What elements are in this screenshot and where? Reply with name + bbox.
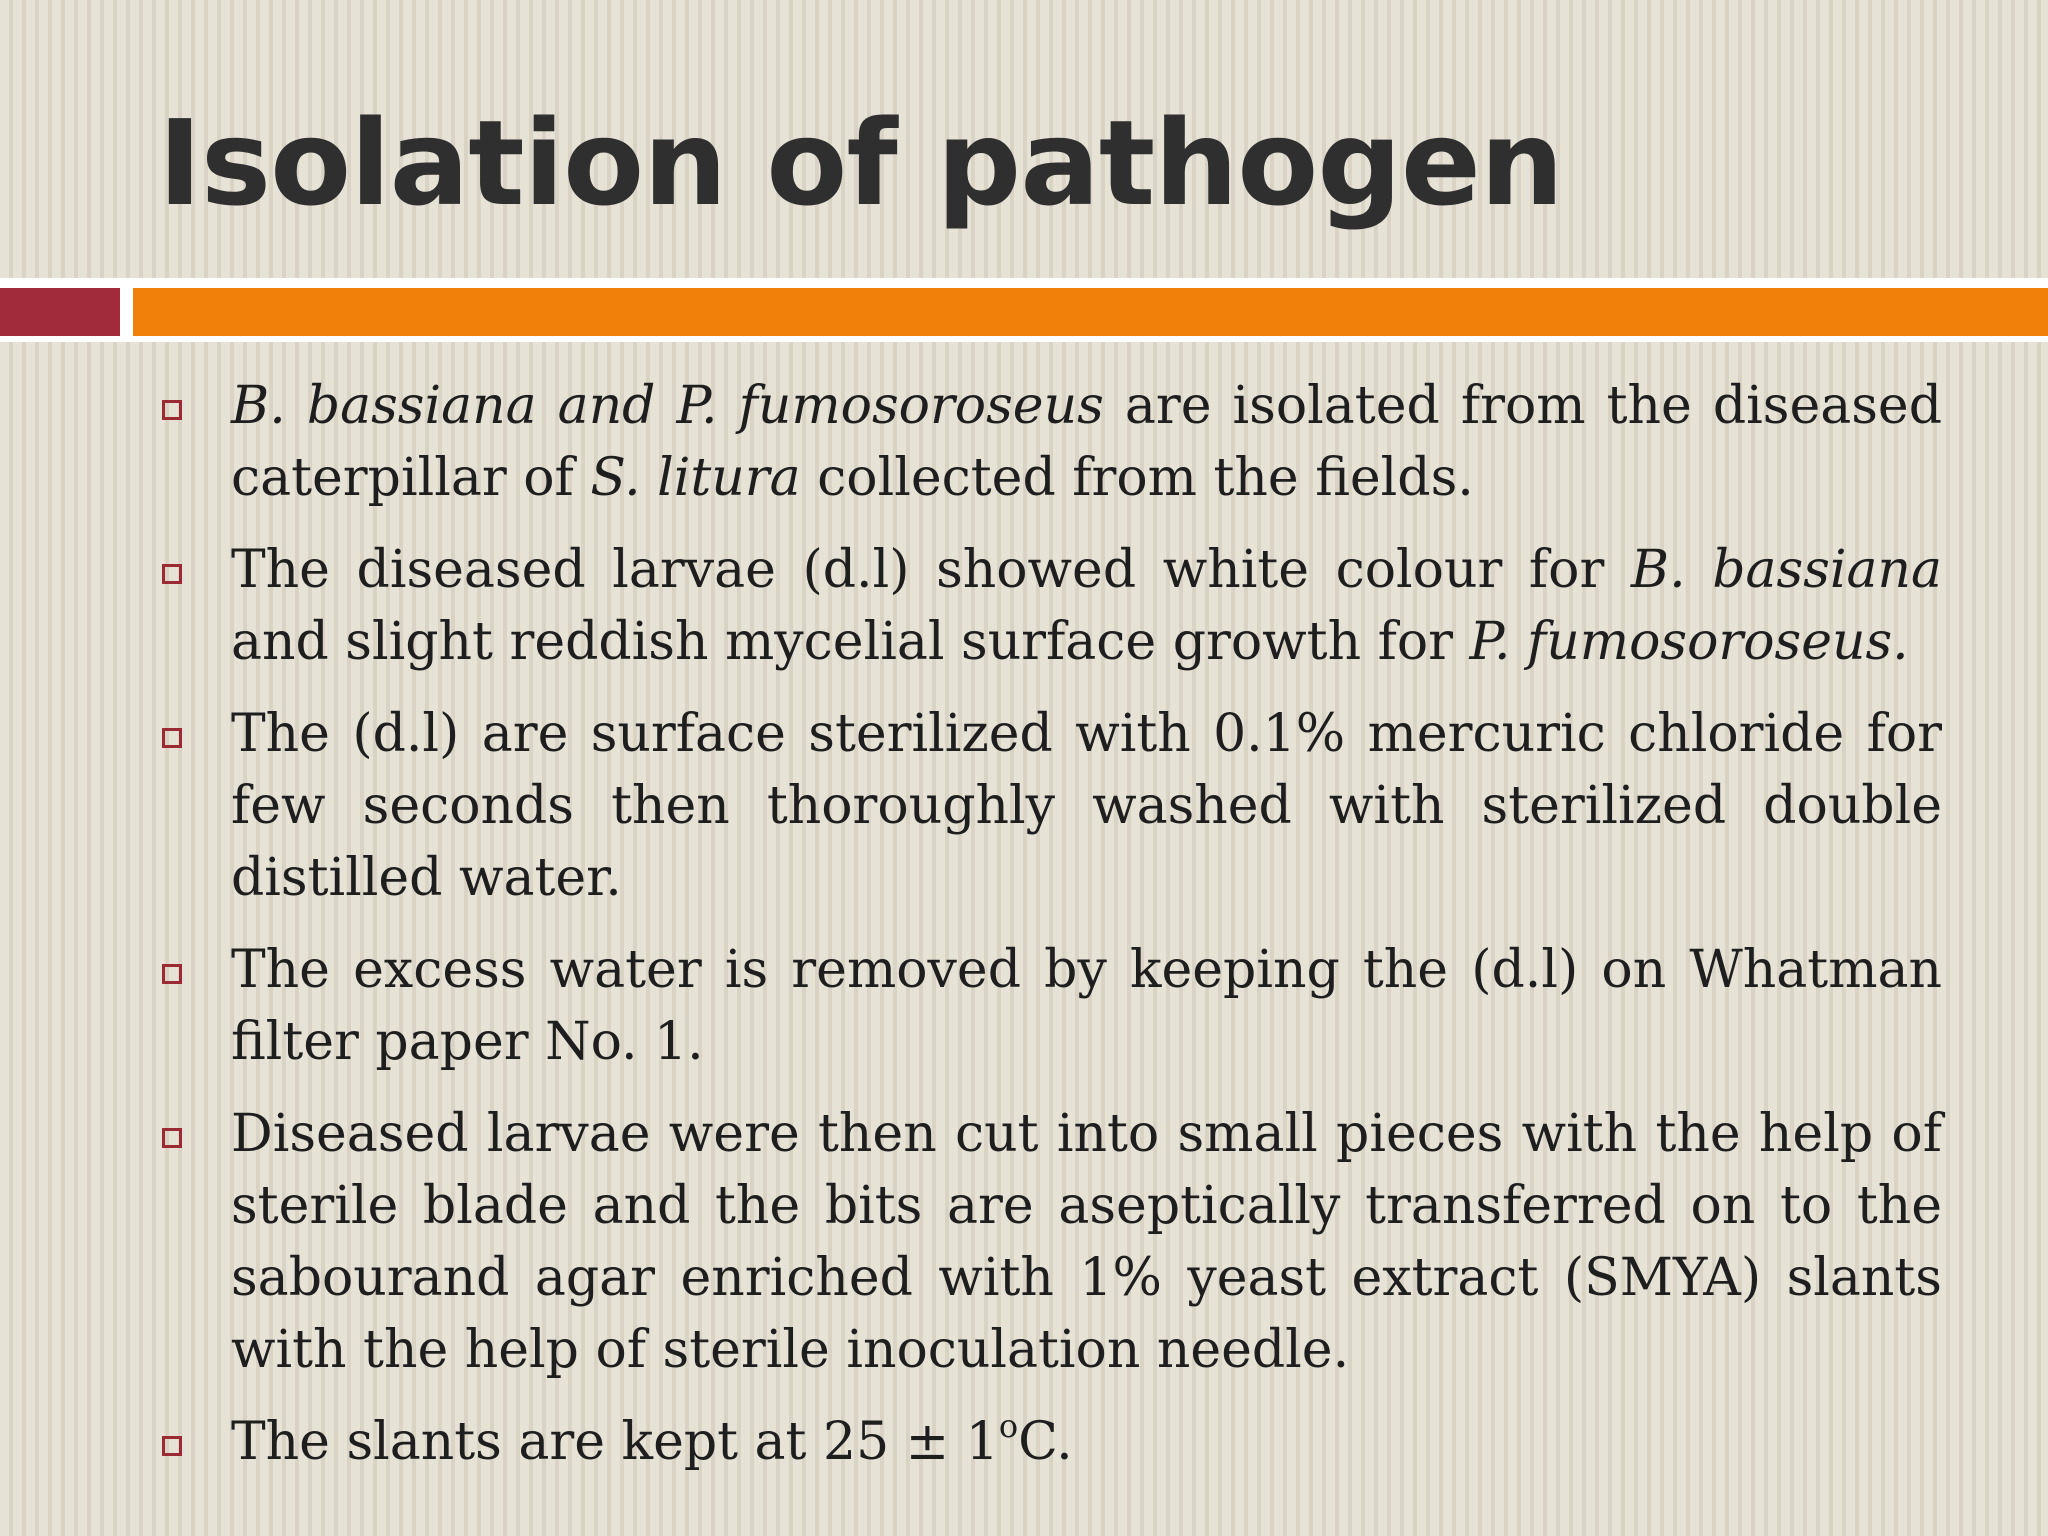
bullet-text: C.: [1018, 1412, 1073, 1472]
bullet-text: The (d.l) are surface sterilized with 0.1% mercuric chloride for few seconds then thoroughly washed with sterilized double distilled water.: [231, 704, 1942, 908]
bullet-item-5: [154, 1098, 1942, 1386]
bullet-item-4: [154, 934, 1942, 1078]
square-bullet-icon: [162, 1436, 182, 1456]
bullet-text: The excess water is removed by keeping the (d.l) on Whatman filter paper No. 1.: [231, 940, 1942, 1072]
square-bullet-icon: [162, 400, 182, 420]
degree-superscript: o: [998, 1407, 1019, 1445]
divider-red-block: [0, 288, 120, 336]
bullet-text: collected from the fields.: [800, 448, 1474, 508]
square-bullet-icon: [162, 564, 182, 584]
bullet-text: Diseased larvae were then cut into small pieces with the help of sterile blade and the bits are aseptically transferred on to the sabourand agar enriched with 1% yeast extract (SMYA) slants with the help of sterile inoculation needle.: [231, 1104, 1942, 1380]
square-bullet-icon: [162, 964, 182, 984]
bullet-item-1: [154, 370, 1942, 514]
bullet-text-italic: S. litura: [590, 448, 801, 508]
bullet-text-italic: B. bassiana: [1630, 540, 1943, 600]
bullet-item-2: [154, 534, 1942, 678]
bullet-item-6: [154, 1406, 1942, 1478]
divider-orange-bar: [133, 288, 2048, 336]
title-band: [0, 0, 2048, 280]
slide-title: Isolation of pathogen: [158, 94, 1563, 232]
bullet-text: The slants are kept at 25 ± 1: [231, 1412, 999, 1472]
bullet-text-italic: P. fumosoroseus.: [1469, 612, 1909, 672]
square-bullet-icon: [162, 1128, 182, 1148]
bullet-text-italic: B. bassiana and P. fumosoroseus: [231, 376, 1104, 436]
bullet-list: [154, 370, 1942, 1498]
bullet-item-3: [154, 698, 1942, 914]
square-bullet-icon: [162, 728, 182, 748]
bullet-text: The diseased larvae (d.l) showed white colour for: [231, 540, 1631, 600]
bullet-text: are isolated from the diseased caterpillar of: [231, 376, 1942, 508]
bullet-text: and slight reddish mycelial surface growth for: [231, 612, 1470, 672]
